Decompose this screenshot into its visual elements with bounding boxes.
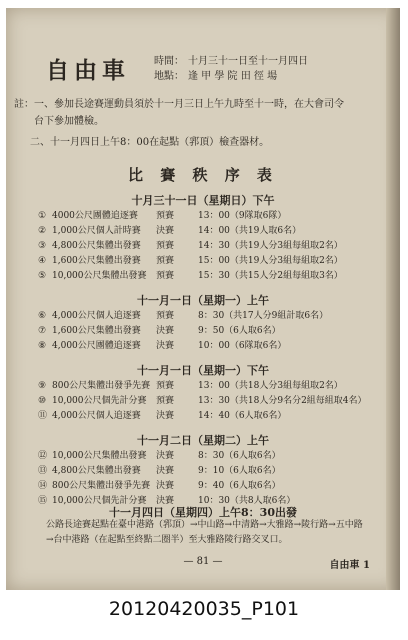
event-row	[38, 240, 343, 253]
route-line-1: 公路長途賽起點在臺中港路（郛頂）→中山路→中清路→大雅路→陵行路→五中路	[46, 520, 363, 530]
event-stage: 決賽	[156, 226, 175, 236]
event-row	[38, 310, 328, 323]
image-caption: 20120420035_P101	[108, 598, 300, 620]
running-head: 自由車 1	[329, 560, 370, 571]
day-heading: 十一月一日（星期一）下午	[137, 364, 269, 377]
schedule-title: 比 賽 秩 序 表	[128, 166, 278, 184]
event-number: ②	[38, 226, 47, 236]
notice-2: 二、十一月四日上午8：00在起點（郛頂）檢查器材。	[30, 137, 270, 148]
event-row	[38, 325, 281, 338]
day-heading: 十一月二日（星期二）上午	[137, 434, 269, 447]
venue-label: 地點：	[154, 71, 184, 82]
event-detail: 13：00（共18人分3組每組取2名）	[198, 381, 343, 391]
event-detail: 15：30（共15人分2組每組取3名）	[198, 271, 343, 281]
event-number: ⑦	[38, 326, 47, 336]
event-row	[38, 465, 281, 478]
event-detail: 14：00（共19人取6名）	[198, 226, 302, 236]
event-row	[38, 340, 286, 353]
notice-1-line-2: 台下參加體檢。	[34, 116, 104, 127]
venue-row	[154, 69, 308, 84]
event-stage: 預賽	[156, 396, 175, 406]
event-number: ③	[38, 241, 47, 251]
route-line-2: →台中港路（在起點至終點二圈半）至大雅路陵行路交叉口。	[46, 535, 288, 545]
event-number: ⑥	[38, 311, 47, 321]
event-detail: 14：30（共19人分3組每組取2名）	[198, 241, 343, 251]
event-name: 800公尺集體出發爭先賽	[52, 481, 151, 491]
event-stage: 決賽	[156, 326, 175, 336]
event-row	[38, 480, 281, 493]
event-detail: 9：40（6人取6名）	[198, 481, 281, 491]
event-meta	[154, 54, 308, 84]
event-number: ⑫	[38, 451, 48, 461]
event-number: ⑮	[38, 496, 48, 506]
event-name: 4,800公尺集體出發賽	[52, 241, 141, 251]
event-stage: 決賽	[156, 341, 175, 351]
time-label: 時間：	[154, 56, 184, 67]
event-name: 1,000公尺個人計時賽	[52, 226, 141, 236]
event-number: ①	[38, 211, 47, 221]
event-name: 4,000公尺個人追逐賽	[52, 311, 141, 321]
event-number: ④	[38, 256, 47, 266]
event-stage: 決賽	[156, 481, 175, 491]
event-name: 4,800公尺集體出發賽	[52, 466, 141, 476]
book-page	[6, 8, 400, 590]
event-number: ⑧	[38, 341, 47, 351]
event-detail: 8：30（6人取6名）	[198, 451, 281, 461]
event-row	[38, 270, 343, 283]
event-name: 10,000公尺集體出發賽	[52, 451, 147, 461]
event-number: ⑩	[38, 396, 47, 406]
event-detail: 10：00（6隊取6名）	[198, 341, 287, 351]
event-number: ⑨	[38, 381, 47, 391]
event-stage: 決賽	[156, 411, 175, 421]
event-row	[38, 410, 286, 423]
event-row	[38, 255, 343, 268]
page-title: 自由車	[46, 57, 130, 84]
event-detail: 15：00（共19人分3組每組取2名）	[198, 256, 343, 266]
event-row	[38, 210, 286, 223]
event-detail: 9：10（6人取6名）	[198, 466, 281, 476]
event-detail: 13：30（共18人分9名分2組每組取4名）	[198, 396, 367, 406]
event-name: 4,000公尺個人追逐賽	[52, 411, 141, 421]
event-stage: 預賽	[156, 381, 175, 391]
event-stage: 決賽	[156, 451, 175, 461]
event-row	[38, 380, 343, 393]
final-heading: 十一月四日（星期四）上午8：30出發	[109, 506, 297, 519]
event-stage: 預賽	[156, 271, 175, 281]
event-stage: 決賽	[156, 466, 175, 476]
notice-1	[14, 96, 344, 130]
event-row	[38, 395, 367, 408]
event-number: ⑤	[38, 271, 47, 281]
event-name: 10,000公尺個先計分賽	[52, 496, 147, 506]
event-number: ⑪	[38, 411, 48, 421]
event-name: 4000公尺團體追逐賽	[52, 211, 138, 221]
event-stage: 決賽	[156, 496, 175, 506]
event-detail: 8：30（共17人分9組計取6名）	[198, 311, 329, 321]
notice-1-line-1: 註：一、參加長途賽運動員須於十一月三日上午九時至十一時，在大會司令	[14, 99, 344, 110]
event-stage: 預賽	[156, 211, 175, 221]
event-name: 800公尺集體出發爭先賽	[52, 381, 151, 391]
event-name: 1,600公尺集體出發賽	[52, 326, 141, 336]
event-row	[38, 225, 301, 238]
event-stage: 預賽	[156, 311, 175, 321]
venue-value: 逢 甲 學 院 田 徑 場	[188, 71, 278, 82]
event-detail: 14：40（6人取6名）	[198, 411, 287, 421]
event-stage: 預賽	[156, 241, 175, 251]
day-heading: 十一月一日（星期一）上午	[137, 294, 269, 307]
event-detail: 10：30（共8人取6名）	[198, 496, 296, 506]
event-detail: 13：00（9隊取6隊）	[198, 211, 287, 221]
event-name: 4,000公尺團體追逐賽	[52, 341, 141, 351]
time-value: 十月三十一日至十一月四日	[188, 56, 308, 67]
event-number: ⑬	[38, 466, 48, 476]
day-heading: 十月三十一日（星期日）下午	[131, 194, 275, 207]
event-name: 10,000公尺個先計分賽	[52, 396, 147, 406]
event-stage: 預賽	[156, 256, 175, 266]
title-block	[46, 52, 130, 85]
event-name: 10,000公尺集體出發賽	[52, 271, 147, 281]
event-row	[38, 450, 281, 463]
event-number: ⑭	[38, 481, 48, 491]
event-name: 1,600公尺集體出發賽	[52, 256, 141, 266]
page-number: — 81 —	[183, 556, 223, 567]
time-row	[154, 54, 308, 69]
event-detail: 9：50（6人取6名）	[198, 326, 281, 336]
